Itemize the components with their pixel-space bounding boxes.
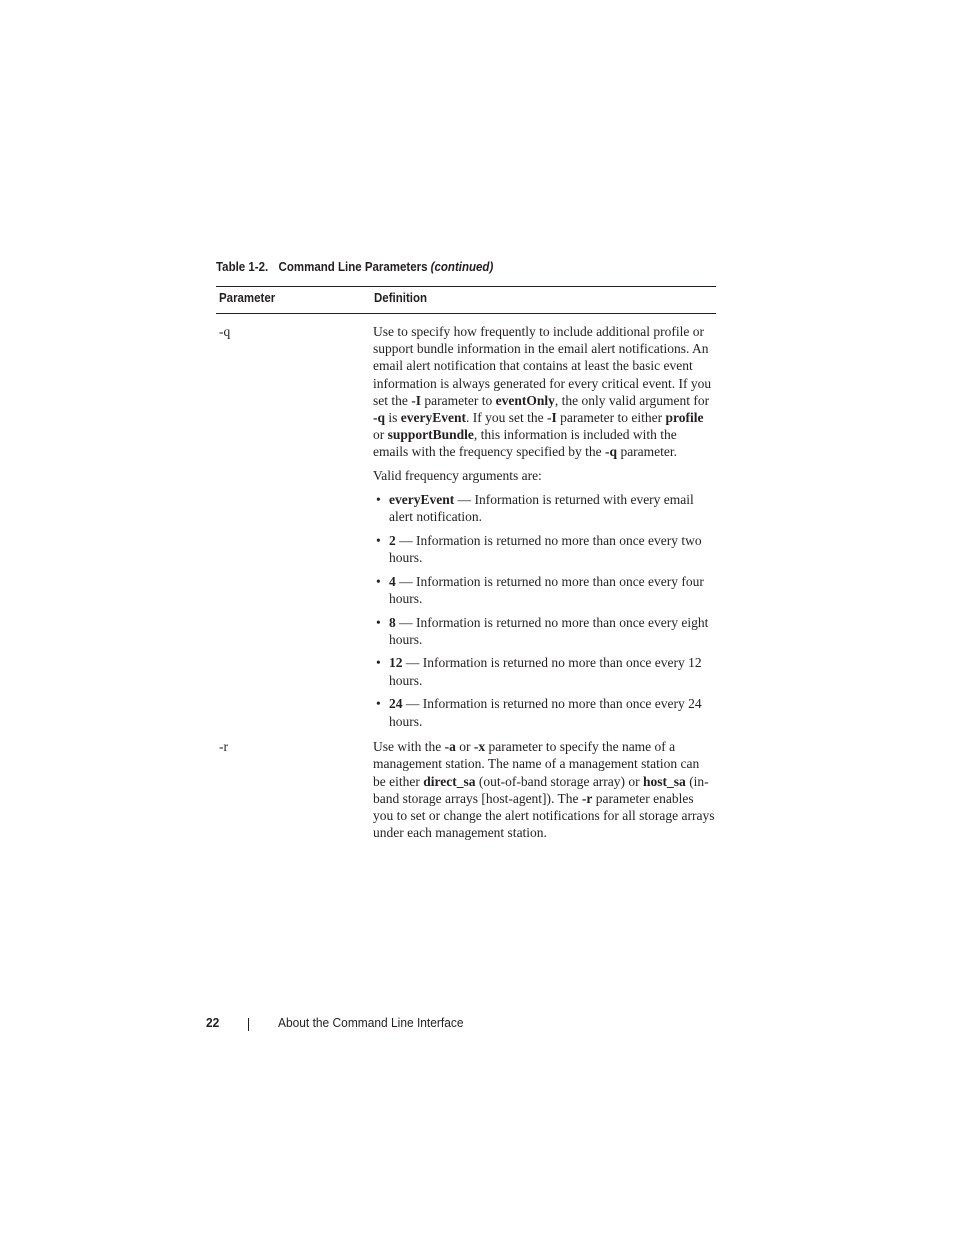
parameters-table — [216, 286, 716, 848]
continued-label: (continued) — [430, 260, 494, 274]
definition-r — [373, 738, 715, 841]
header-definition: Definition — [374, 291, 428, 305]
table-row-r — [216, 736, 716, 841]
table-number: Table 1-2. — [216, 260, 269, 274]
param-q: -q — [219, 324, 231, 339]
list-item: • 2 — Information is returned no more than once every two hours. — [376, 532, 702, 565]
footer-title: About the Command Line Interface — [278, 1015, 464, 1030]
definition-q — [373, 323, 715, 730]
list-item: • 8 — Information is returned no more than once every eight hours. — [376, 614, 709, 647]
list-item: • 24 — Information is returned no more than once every 24 hours. — [376, 696, 702, 729]
header-parameter: Parameter — [219, 291, 276, 305]
page-number: 22 — [206, 1015, 220, 1030]
table-row-q — [216, 314, 716, 730]
frequency-list — [373, 491, 715, 730]
table-title: Command Line Parameters — [278, 260, 428, 274]
valid-arguments-intro: Valid frequency arguments are: — [373, 468, 542, 484]
definition-r-paragraph: Use with the -a or -x parameter to specify the name of a management station. The name of a management station can be either direct_sa (out-of-band storage array) or host_sa (in-band storage arrays [host-agent]). The -r parameter enables you to set or change the alert notifications for all storage arrays under each management station. — [373, 739, 715, 841]
list-item: • 4 — Information is returned no more than once every four hours. — [376, 573, 704, 606]
footer-separator — [248, 1018, 249, 1031]
list-item: • everyEvent — Information is returned with every email alert notification. — [376, 491, 694, 525]
list-item: • 12 — Information is returned no more than once every 12 hours. — [376, 655, 702, 688]
table-caption — [216, 260, 493, 274]
table-header — [216, 286, 716, 314]
definition-q-paragraph: Use to specify how frequently to include additional profile or support bundle information in the email alert notifications. An email alert notification that contains at least the basic event information is always generated for every critical event. If you set the -I parameter to eventOnly, the only valid argument for -q is everyEvent. If you set the -I parameter to either profile or supportBundle, this information is included with the emails with the frequency specified by the -q parameter. — [373, 324, 712, 460]
param-r: -r — [219, 739, 228, 755]
